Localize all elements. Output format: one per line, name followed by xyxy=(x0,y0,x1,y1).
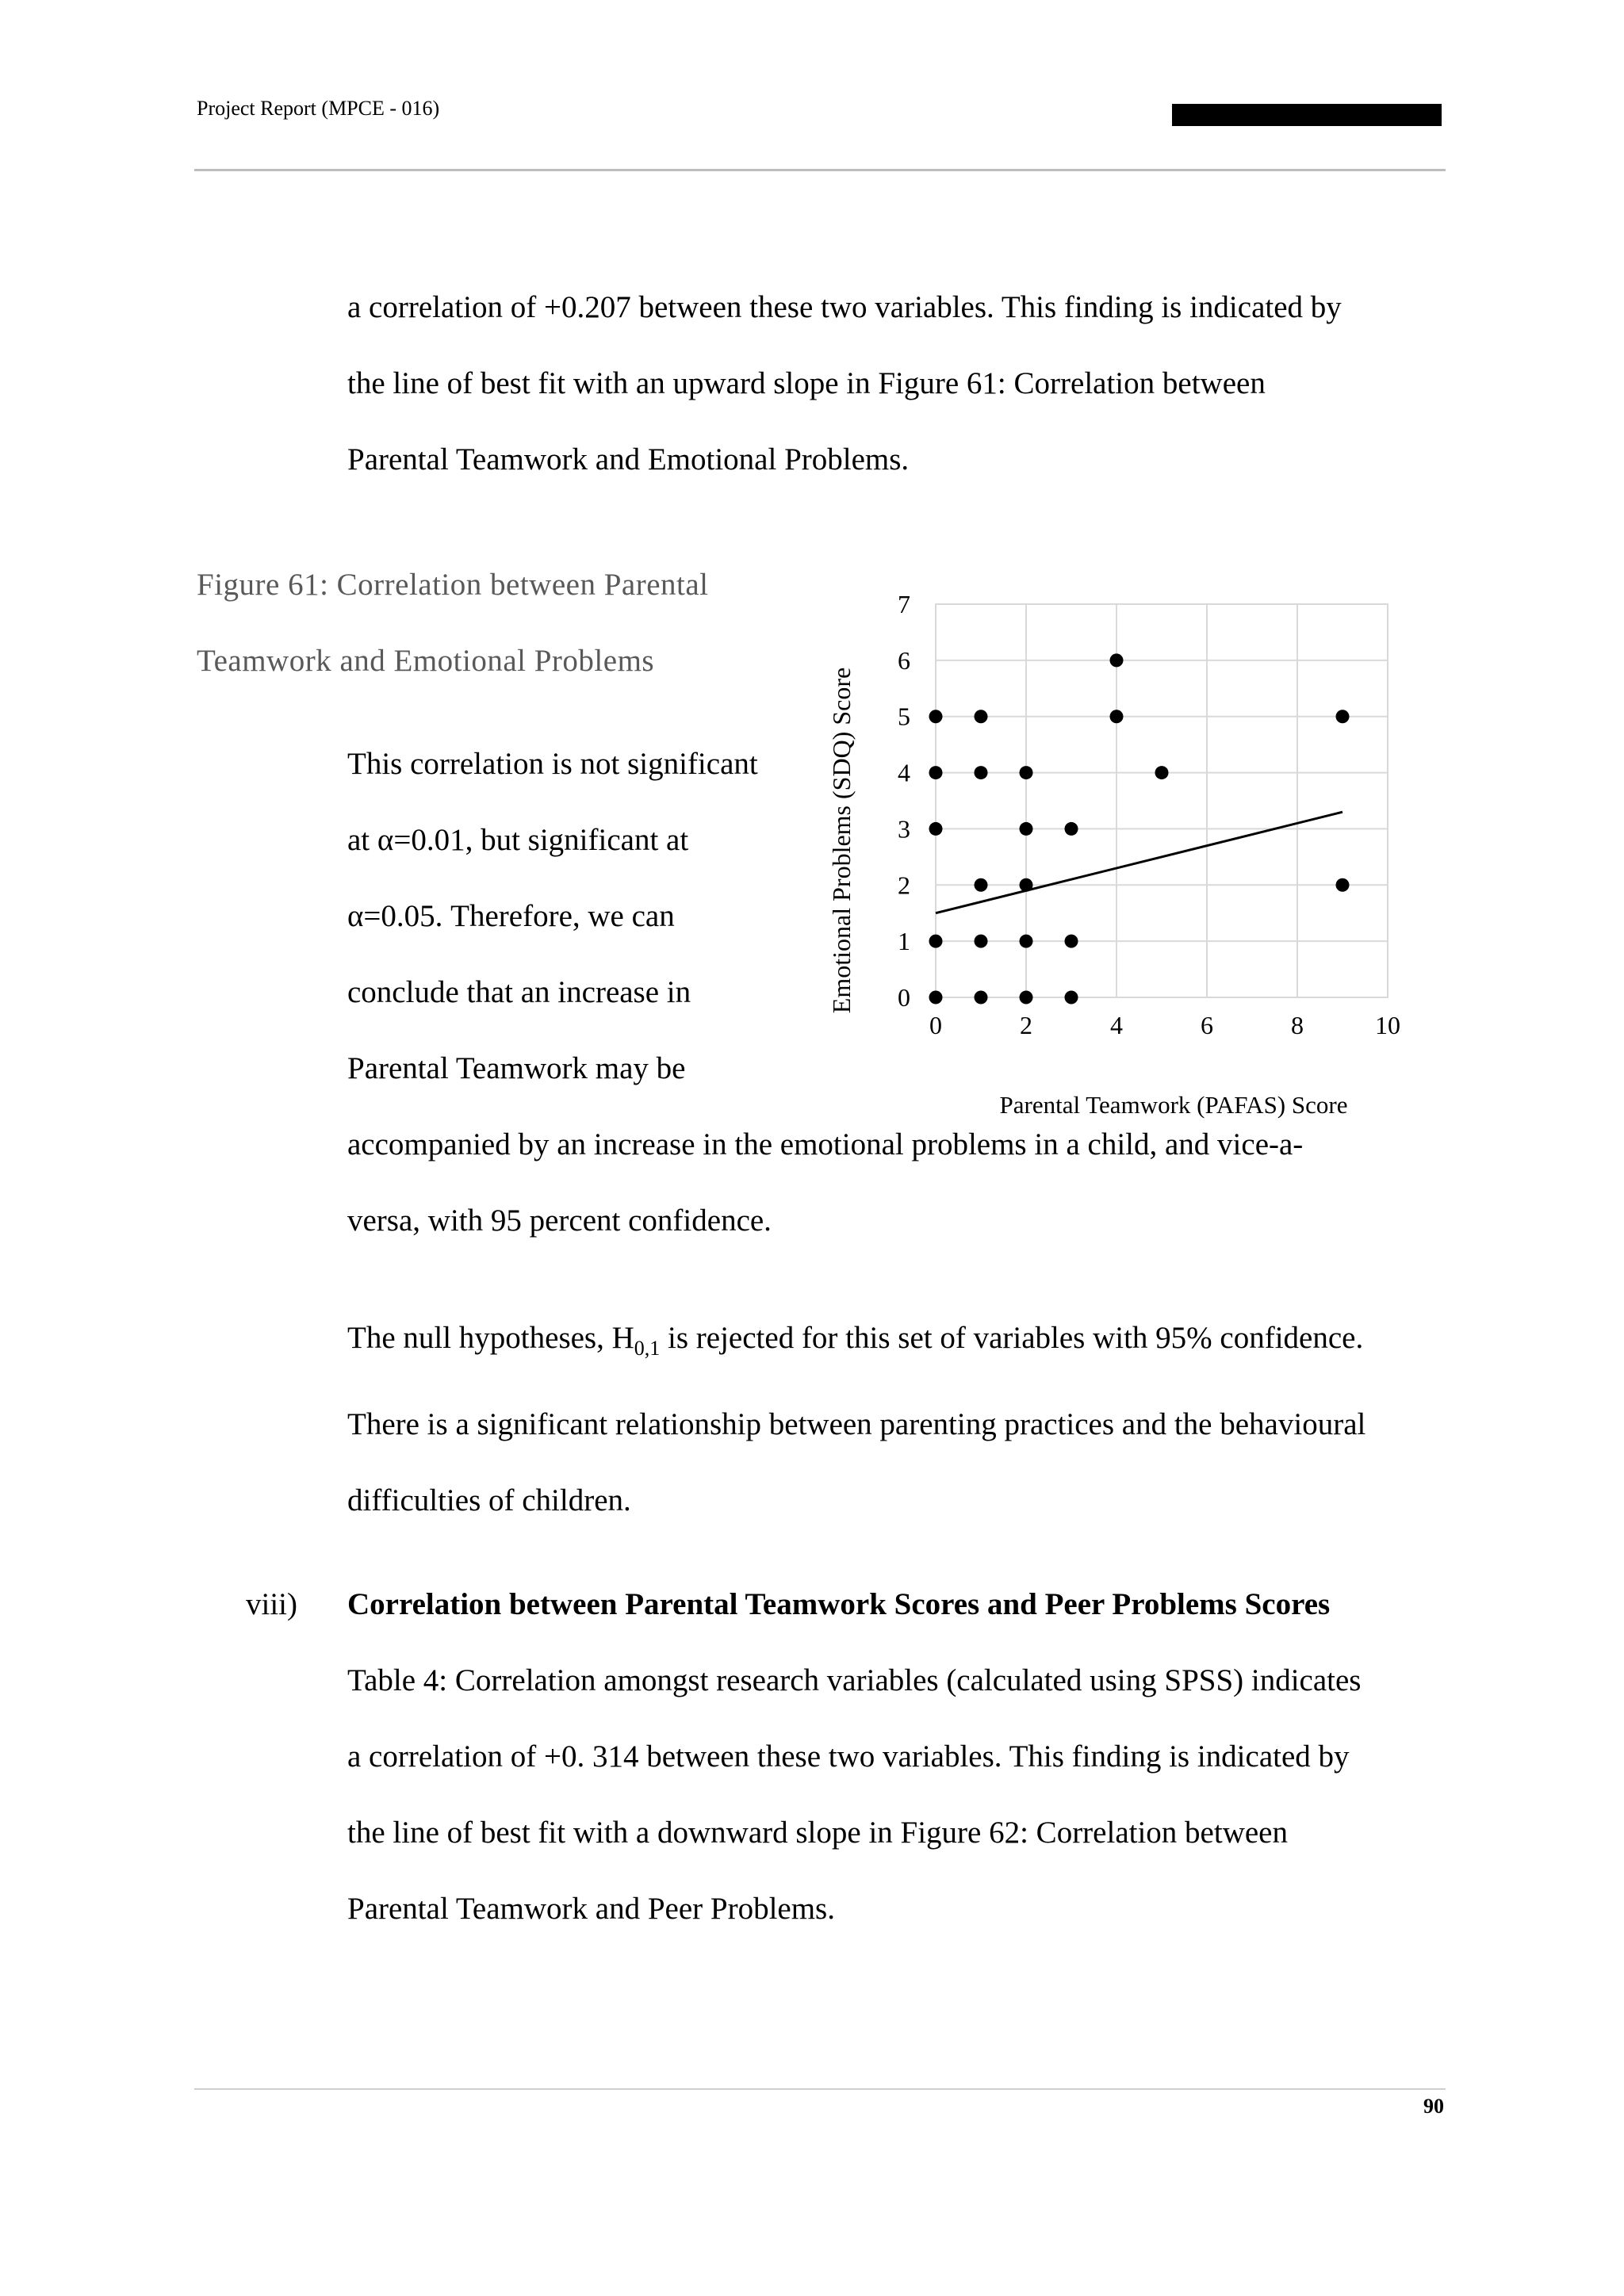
redaction-bar xyxy=(1172,104,1442,126)
text-line: Table 4: Correlation amongst research variables (calculated using SPSS) indicates xyxy=(347,1663,1362,1697)
data-point xyxy=(1065,991,1078,1004)
data-point xyxy=(929,991,943,1004)
intro-paragraph xyxy=(347,270,1342,498)
text-line: the line of best fit with an upward slope in Figure 61: Correlation between xyxy=(347,366,1266,400)
y-tick-label: 3 xyxy=(898,814,910,844)
caption-line: Teamwork and Emotional Problems xyxy=(197,644,655,678)
text-line: difficulties of children. xyxy=(347,1483,631,1517)
footer-divider xyxy=(194,2088,1446,2090)
text-line: accompanied by an increase in the emotional problems in a child, and vice-a- xyxy=(347,1127,1304,1161)
x-tick-label: 0 xyxy=(929,1011,942,1039)
data-point xyxy=(1020,766,1033,779)
text-line: α=0.05. Therefore, we can xyxy=(347,899,675,933)
chart-trendline-group xyxy=(936,812,1342,913)
header-title: Project Report (MPCE - 016) xyxy=(197,97,440,120)
null-hyp-before: The null hypotheses, H xyxy=(347,1321,634,1355)
text-line: Parental Teamwork and Peer Problems. xyxy=(347,1892,835,1926)
x-tick-label: 2 xyxy=(1020,1011,1032,1039)
x-tick-label: 10 xyxy=(1375,1011,1400,1039)
text-line: Parental Teamwork may be xyxy=(347,1051,686,1085)
data-point xyxy=(975,878,988,892)
data-point xyxy=(1336,710,1350,723)
data-point xyxy=(1020,822,1033,836)
section-number: viii) xyxy=(246,1587,297,1621)
x-tick-label: 6 xyxy=(1201,1011,1213,1039)
data-point xyxy=(1110,653,1124,667)
data-point xyxy=(929,935,943,948)
data-point xyxy=(929,766,943,779)
y-tick-label: 4 xyxy=(898,758,910,787)
text-line: There is a significant relationship between parenting practices and the behavioural xyxy=(347,1406,1366,1441)
data-point xyxy=(975,766,988,779)
section-body xyxy=(347,1567,1362,1947)
text-line: Parental Teamwork and Emotional Problems. xyxy=(347,442,910,476)
x-tick-label: 4 xyxy=(1110,1011,1123,1039)
chart-axes xyxy=(898,590,1400,1039)
data-point xyxy=(1336,878,1350,892)
null-hyp-after: is rejected for this set of variables with 95% confidence. xyxy=(660,1321,1364,1355)
data-point xyxy=(1110,710,1124,723)
data-point xyxy=(975,935,988,948)
y-tick-label: 0 xyxy=(898,983,910,1012)
null-hyp-subscript: 0,1 xyxy=(634,1336,661,1360)
y-tick-label: 6 xyxy=(898,645,910,675)
y-tick-label: 2 xyxy=(898,871,910,900)
text-line: at α=0.01, but significant at xyxy=(347,823,689,857)
text-line: versa, with 95 percent confidence. xyxy=(347,1203,772,1238)
y-tick-label: 5 xyxy=(898,702,910,731)
plot-frame xyxy=(936,604,1388,997)
data-point xyxy=(929,822,943,836)
data-point xyxy=(975,710,988,723)
chart-grid xyxy=(936,604,1388,997)
figure-caption xyxy=(197,547,708,699)
text-line: a correlation of +0. 314 between these two variables. This finding is indicated by xyxy=(347,1739,1350,1774)
data-point xyxy=(1155,766,1169,779)
page-number: 90 xyxy=(1423,2095,1444,2118)
text-line: conclude that an increase in xyxy=(347,975,691,1009)
y-tick-label: 7 xyxy=(898,590,910,618)
data-point xyxy=(1020,991,1033,1004)
y-tick-label: 1 xyxy=(898,927,910,956)
x-axis-title: Parental Teamwork (PAFAS) Score xyxy=(999,1091,1348,1119)
text-line: This correlation is not significant xyxy=(347,747,758,781)
data-point xyxy=(1020,935,1033,948)
x-tick-label: 8 xyxy=(1291,1011,1304,1039)
text-line: a correlation of +0.207 between these two variables. This finding is indicated by xyxy=(347,290,1342,324)
scatter-chart xyxy=(817,579,1419,1134)
text-line: the line of best fit with a downward slope in Figure 62: Correlation between xyxy=(347,1816,1288,1850)
text-line xyxy=(347,1300,1365,1387)
section-heading: Correlation between Parental Teamwork Scores and Peer Problems Scores xyxy=(347,1587,1331,1621)
data-point xyxy=(1065,935,1078,948)
header-divider xyxy=(194,169,1446,171)
y-axis-title: Emotional Problems (SDQ) Score xyxy=(827,667,856,1014)
data-point xyxy=(975,991,988,1004)
null-hypothesis-paragraph xyxy=(347,1300,1365,1539)
trendline xyxy=(936,812,1342,913)
data-point xyxy=(929,710,943,723)
caption-line: Figure 61: Correlation between Parental xyxy=(197,568,709,602)
data-point xyxy=(1065,822,1078,836)
